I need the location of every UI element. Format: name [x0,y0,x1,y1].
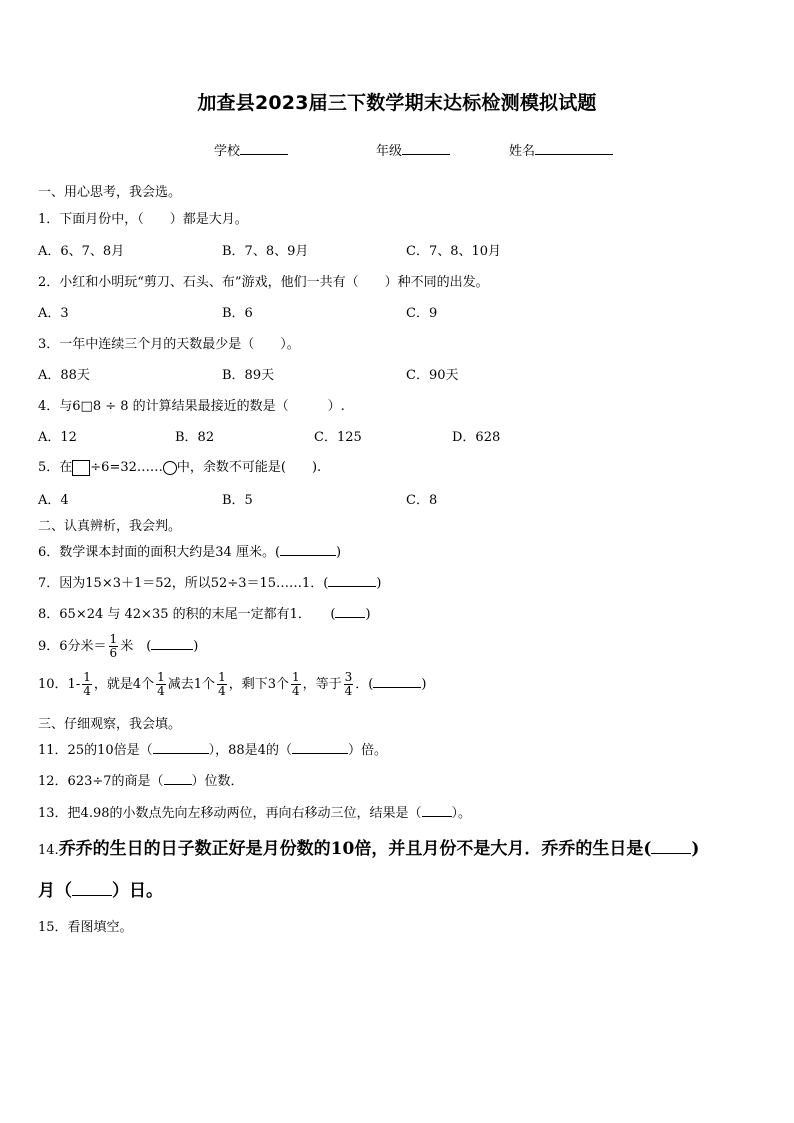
question-4: 4．与6□8 ÷ 8 的计算结果最接近的数是（ ）. [38,399,345,414]
q10-fraction-5 [344,671,354,698]
q9-prefix: 9．6分米＝ [38,639,107,654]
q1-option-c[interactable]: C．7、8、10月 [406,244,502,259]
q10-fraction-5-denominator: 4 [344,684,353,698]
q2-option-a[interactable]: A．3 [38,306,69,321]
q10-fraction-1-denominator: 4 [83,684,91,698]
q5-option-b[interactable]: B．5 [222,493,253,508]
question-14-line-2 [38,876,163,901]
q10-fraction-1-numerator: 1 [83,670,91,684]
q3-option-c[interactable]: C．90天 [406,368,459,383]
q7-answer-blank[interactable] [328,574,376,587]
q6-text: 6．数学课本封面的面积大约是34 厘米。( [38,545,281,560]
q4-option-d[interactable]: D．628 [452,430,501,445]
q2-option-b[interactable]: B．6 [222,306,253,321]
q10-fraction-4 [291,671,301,698]
q6-answer-blank[interactable] [280,543,336,556]
q12-part-2: ）位数． [191,774,244,789]
grade-label: 年级 [376,144,403,159]
q8-text: 8．65×24 与 42×35 的积的末尾一定都有1． ( [38,607,336,622]
q9-answer-blank[interactable] [151,637,193,650]
q5-prefix: 5．在 [38,460,73,475]
name-field [509,140,613,159]
section-3-heading: 三、仔细观察，我会填。 [38,717,182,732]
school-field [214,140,288,159]
q12-part-1: 12．623÷7的商是（ [38,774,164,789]
q14-number: 14. [38,843,59,858]
q10-fraction-3 [217,671,227,698]
question-6 [38,541,341,560]
q10-part-2: ，就是4个 [93,677,155,692]
q10-fraction-2-numerator: 1 [157,670,165,684]
name-blank[interactable] [535,141,613,155]
q14-part-1: 乔乔的生日的日子数正好是月份数的10倍，并且月份不是大月．乔乔的生日是( [58,839,652,859]
q10-fraction-3-denominator: 4 [218,684,226,698]
q8-close: ) [365,607,371,622]
q1-option-a[interactable]: A．6、7、8月 [38,244,125,259]
q10-answer-blank[interactable] [373,675,421,688]
q3-option-a[interactable]: A．88天 [38,368,90,383]
name-label: 姓名 [509,144,536,159]
q10-fraction-2 [156,671,166,698]
q2-option-c[interactable]: C．9 [406,306,438,321]
q11-answer-blank-1[interactable] [153,741,209,754]
q11-part-1: 11．25的10倍是（ [38,743,153,758]
q6-close: ) [336,545,342,560]
question-9 [38,633,198,660]
question-3: 3．一年中连续三个月的天数最少是（ ）。 [38,337,300,352]
q10-part-3: 减去1个 [167,677,216,692]
q10-fraction-5-numerator: 3 [344,670,353,684]
question-14-line-1 [38,834,699,859]
q4-option-a[interactable]: A．12 [38,430,77,445]
q14-answer-blank-2[interactable] [72,881,112,896]
page-title: 加查县2023届三下数学期末达标检测模拟试题 [197,92,597,114]
q13-answer-blank[interactable] [422,804,452,817]
q10-fraction-4-denominator: 4 [291,684,300,698]
grade-field [376,140,450,159]
q9-close: ) [193,639,199,654]
q14-part-3: 月（ [38,881,72,901]
school-blank[interactable] [240,141,288,155]
q4-option-c[interactable]: C．125 [314,430,362,445]
q5-middle: ÷6=32…… [90,460,163,475]
q7-close: ) [376,576,382,591]
q13-part-2: ）。 [451,806,472,821]
q11-part-2: ），88是4的（ [208,743,292,758]
q10-close: ) [421,677,427,692]
section-1-heading: 一、用心思考，我会选。 [38,185,182,200]
question-5 [38,456,321,476]
q10-fraction-2-denominator: 4 [157,684,165,698]
question-11 [38,739,387,758]
question-15: 15．看图填空。 [38,920,133,935]
q4-option-b[interactable]: B．82 [175,430,215,445]
q10-fraction-3-numerator: 1 [218,670,226,684]
q9-numerator: 1 [109,632,118,646]
question-2: 2．小红和小明玩“剪刀、石头、布”游戏，他们一共有（ ）种不同的出发。 [38,275,489,290]
question-7 [38,572,381,591]
q14-answer-blank-1[interactable] [651,839,691,854]
question-13 [38,802,471,821]
q13-part-1: 13．把4.98的小数点先向左移动两位，再向右移动三位，结果是（ [38,806,422,821]
q12-answer-blank[interactable] [164,772,192,785]
q11-part-3: ）倍。 [347,743,387,758]
q8-answer-blank[interactable] [335,605,365,618]
q10-part-5: ，等于 [302,677,342,692]
q14-part-2: ) [691,839,700,859]
q5-suffix: 中，余数不可能是( ). [176,460,322,475]
q14-part-4: ）日。 [112,881,163,901]
q5-option-c[interactable]: C．8 [406,493,438,508]
q10-part-6: ．( [355,677,374,692]
grade-blank[interactable] [402,141,450,155]
question-8 [38,603,371,622]
q3-option-b[interactable]: B．89天 [222,368,275,383]
q1-option-b[interactable]: B．7、8、9月 [222,244,309,259]
q10-part-1: 10．1- [38,677,81,692]
q11-answer-blank-2[interactable] [292,741,348,754]
school-label: 学校 [214,144,241,159]
q10-fraction-4-numerator: 1 [291,670,300,684]
question-1: 1．下面月份中，（ ）都是大月。 [38,212,248,227]
circle-blank-icon [163,461,177,475]
q7-text: 7．因为15×3＋1＝52，所以52÷3＝15……1．( [38,576,329,591]
q9-denominator: 6 [109,646,118,660]
question-10 [38,671,426,698]
q10-fraction-1 [82,671,92,698]
square-blank-icon [72,460,90,476]
q10-part-4: ，剩下3个 [228,677,289,692]
q9-suffix: 米 ( [120,639,152,654]
q5-option-a[interactable]: A．4 [38,493,69,508]
section-2-heading: 二、认真辨析，我会判。 [38,519,182,534]
q9-fraction [109,633,119,660]
question-12 [38,770,244,789]
